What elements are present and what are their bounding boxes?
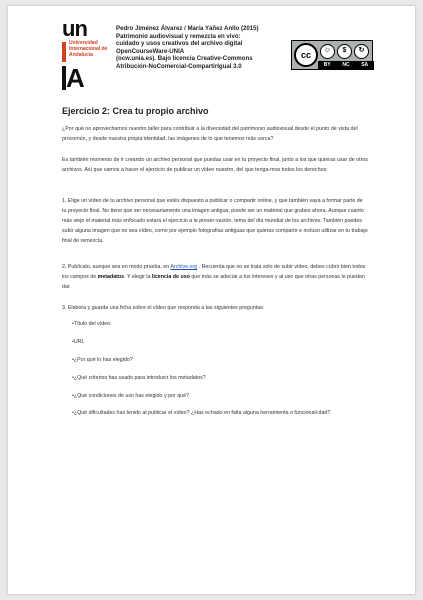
- cc-labels: [318, 61, 374, 70]
- step-2-text-a: 2. Publícalo, aunque sea en modo prueba, en: [62, 264, 171, 270]
- archive-org-link[interactable]: Archive.org: [170, 264, 198, 270]
- logo-mark-bottom: A: [66, 63, 85, 93]
- cc-label-nc: NC: [342, 62, 350, 68]
- logo-text: Universidad Internacional de Andalucía: [69, 40, 108, 58]
- cc-condition-icons: [320, 44, 372, 60]
- step-1-paragraph: 1. Elige un vídeo de tu archivo personal que estés dispuesto a publicar o compartir online, y que también vaya a formar parte de tu proyecto final. No tiene que ser necesariamente una imagen antigua, puede ser un material que grabes ahora. Aunque cuanto más viejo el material más enfocado estará el ejercicio a la preser-vación, tema del día mundial de los archivos. También puedes subir alguna imagen que no sea vídeo, como por ejemplo fotografías antiguas que quieras compartir e incluso utilizar en tu trabajo final de remezcla.: [62, 198, 368, 244]
- question-item: •Título del vídeo:: [72, 321, 112, 327]
- license-line: Pedro Jiménez Álvarez / María Yáñez Anllo (2015): [116, 25, 259, 32]
- attribution-icon: ☺: [320, 44, 335, 59]
- license-line: Patrimonio audiovisual y remezcla en vivo:: [116, 32, 241, 40]
- unia-logo: [62, 18, 122, 96]
- license-notice: [116, 25, 296, 70]
- license-bold: licencia de uso: [151, 274, 190, 280]
- noncommercial-icon: $: [337, 44, 352, 59]
- cc-icon: cc: [294, 43, 318, 67]
- question-item: •¿Qué dificultades has tenido al publicar el vídeo? ¿Has echado en falta alguna herramienta o funcionali-dad?: [72, 410, 331, 416]
- question-item: •¿Por qué lo has elegido?: [72, 357, 133, 363]
- sharealike-icon: ↻: [354, 44, 369, 59]
- step-2-paragraph: [62, 262, 368, 292]
- step-2-text-c: . Y elegir la: [124, 274, 152, 280]
- intro-paragraph: ¿Por qué no aprovechamos nuestro taller para contribuir a la diversidad del patrimonio audiovisual desde el punto de vista del procomún, y desde nuestra propia identidad, las imágenes de lo que tenemos más cerca?: [62, 126, 358, 142]
- metadata-bold: metadatos: [97, 274, 125, 280]
- license-line: Atribución-NoComercial-CompartirIgual 3.0: [116, 62, 242, 70]
- license-line: OpenCourseWare-UNIA: [116, 47, 185, 55]
- license-line: cuidado y usos creativos del archivo digital: [116, 40, 243, 47]
- step-2-text-d: que más se adecúe a tus intereses y al uso que otras personas le puedan dar.: [62, 274, 365, 290]
- step-2-text-b: . Recuerda que no se trata solo de subir vídeo, debes cubrir bien todos los campos de: [62, 264, 366, 280]
- document-page: [8, 6, 415, 594]
- cc-label-sa: SA: [361, 62, 369, 68]
- step-3-paragraph: 3. Elabora y guarda una ficha sobre el vídeo que responda a las siguientes preguntas:: [62, 305, 265, 311]
- logo-mark-top: un: [62, 16, 87, 41]
- question-item: •URL: [72, 339, 85, 345]
- exercise-title: Ejercicio 2: Crea tu propio archivo: [62, 106, 209, 116]
- logo-bar-red: [62, 42, 66, 62]
- question-item: •¿Qué condiciones de uso has elegido y por qué?: [72, 393, 189, 399]
- context-paragraph: Es también momento de ir creando un archivo personal que puedas usar en tu proyecto final, junto a los que quieras usar de otros archivos. Así que vamos a hacer el ejercicio de publicar un vídeo nuestro, del que tenga-mos todos los derechos:: [62, 157, 368, 173]
- question-item: •¿Qué criterios has usado para introducir los metadatos?: [72, 375, 206, 381]
- cc-license-badge: [291, 40, 373, 70]
- cc-label-by: BY: [323, 62, 331, 68]
- license-line: (ocw.unia.es). Bajo licencia Creative-Commons: [116, 55, 253, 62]
